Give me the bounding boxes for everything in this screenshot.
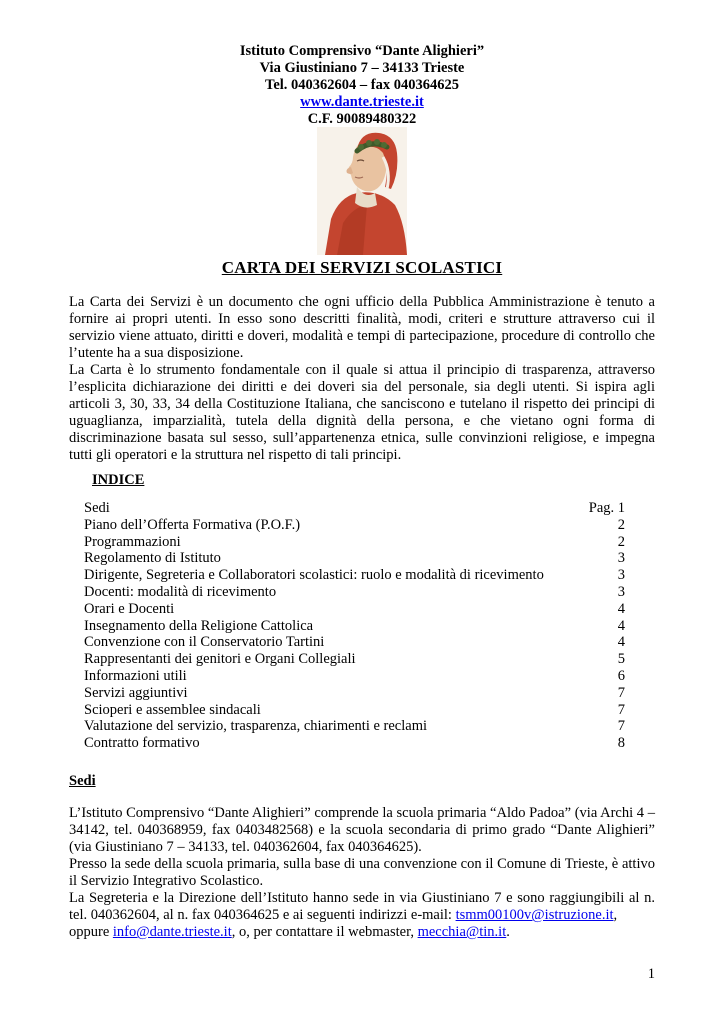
toc-label: Programmazioni	[84, 533, 181, 550]
school-address: Via Giustiniano 7 – 34133 Trieste	[259, 60, 465, 76]
toc-page-number: 4	[617, 617, 625, 634]
toc-row	[84, 651, 625, 668]
toc-page-number: 4	[617, 634, 625, 651]
toc-row	[84, 550, 625, 567]
toc-label: Servizi aggiuntivi	[84, 684, 188, 701]
toc-page-number: Pag. 1	[588, 500, 625, 516]
page-number: 1	[647, 966, 655, 982]
toc-page-number: 6	[617, 667, 625, 684]
webmaster-text: , o, per contattare il webmaster,	[231, 924, 418, 940]
sedi-contact-text: La Segreteria e la Direzione dell’Istituto hanno sede in via Giustiniano 7 e sono raggiungibili al n. tel. 040362604, al n. fax 040364625 e ai seguenti indirizzi e-mail:	[69, 890, 655, 923]
toc-page-number: 7	[617, 701, 625, 718]
toc-label: Dirigente, Segreteria e Collaboratori scolastici: ruolo e modalità di ricevimento	[84, 567, 544, 584]
toc-page-number: 2	[617, 533, 625, 550]
toc-page-number: 2	[617, 516, 625, 533]
table-of-contents	[84, 500, 625, 752]
sedi-paragraph-3	[69, 890, 655, 941]
toc-row	[84, 718, 625, 735]
toc-label: Valutazione del servizio, trasparenza, chiarimenti e reclami	[84, 718, 428, 735]
toc-page-number: 3	[617, 567, 625, 584]
toc-label: Informazioni utili	[84, 667, 187, 684]
toc-label: Piano dell’Offerta Formativa (P.O.F.)	[84, 516, 301, 533]
fiscal-code: C.F. 90089480322	[307, 111, 417, 127]
index-heading: INDICE	[92, 472, 145, 488]
toc-row	[84, 584, 625, 601]
toc-row	[84, 668, 625, 685]
toc-row	[84, 517, 625, 534]
school-name: Istituto Comprensivo “Dante Alighieri”	[239, 43, 485, 59]
letterhead	[0, 43, 724, 128]
website-link[interactable]: www.dante.trieste.it	[300, 94, 424, 110]
toc-label: Docenti: modalità di ricevimento	[84, 583, 277, 600]
intro-paragraph-1: La Carta dei Servizi è un documento che ogni ufficio della Pubblica Amministrazione è tenuto a fornire ai propri utenti. In esso sono descritti finalità, modi, criteri e strutture attraverso cui il servizio viene attuato, diritti e doveri, modalità e tempi di partecipazione, procedure di controllo che l’utente ha a sua disposizione.	[69, 294, 655, 361]
toc-label: Insegnamento della Religione Cattolica	[84, 617, 314, 634]
document-title: CARTA DEI SERVIZI SCOLASTICI	[221, 258, 503, 277]
sedi-heading: Sedi	[69, 773, 96, 789]
toc-label: Orari e Docenti	[84, 600, 175, 617]
toc-page-number: 4	[617, 600, 625, 617]
toc-row	[84, 500, 625, 517]
toc-page-number: 3	[617, 583, 625, 600]
toc-label: Scioperi e assemblee sindacali	[84, 701, 261, 718]
toc-row	[84, 534, 625, 551]
toc-label: Contratto formativo	[84, 735, 200, 752]
school-phone-fax: Tel. 040362604 – fax 040364625	[264, 77, 459, 93]
toc-page-number: 8	[617, 735, 625, 752]
punctuation: .	[506, 924, 510, 940]
toc-page-number: 7	[617, 684, 625, 701]
toc-row	[84, 735, 625, 752]
toc-page-number: 5	[617, 651, 625, 668]
toc-page-number: 3	[617, 550, 625, 567]
toc-label: Sedi	[84, 500, 110, 516]
oppure-text: oppure	[69, 924, 113, 940]
sedi-paragraph-1: L’Istituto Comprensivo “Dante Alighieri” comprende la scuola primaria “Aldo Padoa” (via Archi 4 – 34142, tel. 040368959, fax 0403482568) e la scuola secondaria di primo grado “Dante Alighieri” (via Giustiniano 7 – 34133, tel. 040362604, fax 040364625).	[69, 805, 655, 855]
toc-label: Regolamento di Istituto	[84, 550, 221, 567]
toc-row	[84, 702, 625, 719]
toc-row	[84, 567, 625, 584]
punctuation: ,	[613, 907, 618, 923]
email-link-istruzione[interactable]: tsmm00100v@istruzione.it	[455, 907, 614, 923]
intro-text	[69, 294, 655, 464]
email-link-webmaster[interactable]: mecchia@tin.it	[417, 924, 507, 940]
dante-portrait-image	[317, 127, 407, 255]
intro-paragraph-2: La Carta è lo strumento fondamentale con il quale si attua il principio di trasparenza, attraverso l’esplicita dichiarazione dei diritti e dei doveri sia del personale, sia degli utenti. Si ispira agli articoli 3, 30, 33, 34 della Costituzione Italiana, che sanciscono e tutelano il rispetto dei principi di uguaglianza, imparzialità, tutela della dignità della persona, e che vietano ogni forma di discriminazione basata sul sesso, sull’appartenenza etnica, sulle convinzioni religiose, e impegna tutti gli operatori e la struttura nel rispetto di tali principi.	[69, 362, 655, 463]
sedi-text	[69, 805, 655, 941]
toc-row	[84, 601, 625, 618]
toc-row	[84, 618, 625, 635]
email-link-info[interactable]: info@dante.trieste.it	[112, 924, 232, 940]
toc-row	[84, 685, 625, 702]
toc-page-number: 7	[617, 718, 625, 735]
toc-label: Rappresentanti dei genitori e Organi Collegiali	[84, 651, 356, 668]
toc-label: Convenzione con il Conservatorio Tartini	[84, 634, 325, 651]
toc-row	[84, 634, 625, 651]
sedi-paragraph-2: Presso la sede della scuola primaria, sulla base di una convenzione con il Comune di Trieste, è attivo il Servizio Integrativo Scolastico.	[69, 856, 655, 889]
